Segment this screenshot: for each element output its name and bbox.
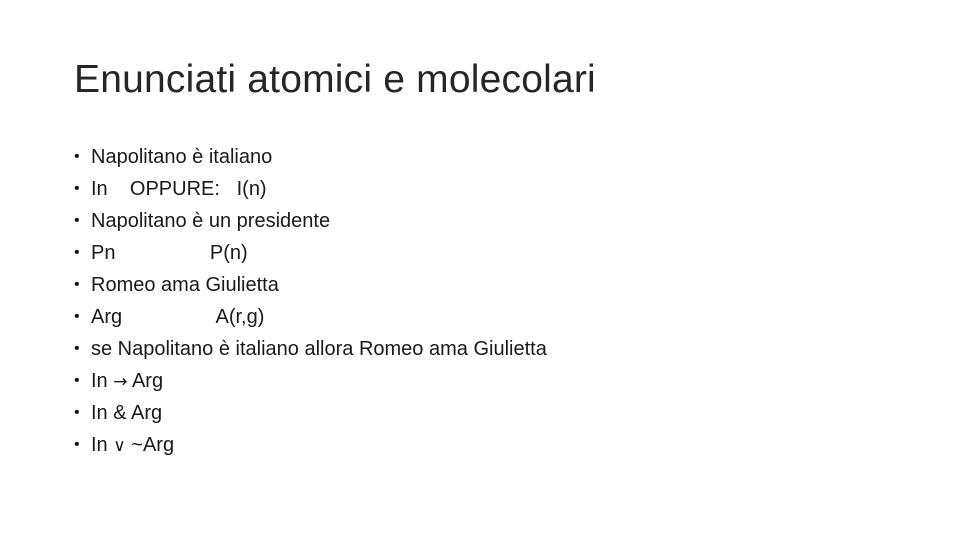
bullet-icon: •: [74, 244, 80, 261]
bullet-text: Napolitano è un presidente: [91, 210, 331, 232]
bullet-icon: •: [74, 308, 80, 325]
bullet-text: [91, 365, 163, 398]
implies-arrow-icon: →: [113, 371, 128, 392]
list-item: [74, 269, 547, 301]
bullet-list: [74, 141, 547, 461]
list-item: [74, 173, 547, 205]
bullet-text-post: Arg: [142, 433, 175, 456]
list-item: [74, 333, 547, 365]
bullet-icon: •: [74, 148, 80, 165]
bullet-text: se Napolitano è italiano allora Romeo ama Giulietta: [91, 338, 547, 360]
bullet-text-post: Arg: [127, 369, 164, 392]
bullet-icon: •: [74, 212, 80, 229]
list-item: [74, 141, 547, 173]
list-item: [74, 237, 547, 269]
list-item: [74, 205, 547, 237]
bullet-icon: •: [74, 436, 80, 453]
bullet-text: Arg A(r,g): [91, 306, 265, 328]
bullet-icon: •: [74, 340, 80, 357]
list-item: [74, 397, 547, 429]
bullet-text: Napolitano è italiano: [91, 146, 273, 168]
negation-symbol: ~: [125, 433, 143, 456]
bullet-text-pre: In: [91, 369, 114, 392]
list-item: [74, 301, 547, 333]
bullet-text: Pn P(n): [91, 242, 248, 264]
bullet-text: Romeo ama Giulietta: [91, 274, 279, 296]
bullet-text: [91, 429, 174, 462]
bullet-icon: •: [74, 276, 80, 293]
bullet-icon: •: [74, 372, 80, 389]
bullet-icon: •: [74, 404, 80, 421]
logical-or-icon: ∨: [113, 435, 126, 456]
bullet-text: In & Arg: [91, 402, 163, 424]
list-item: [74, 365, 547, 397]
bullet-icon: •: [74, 180, 80, 197]
bullet-text-pre: In: [91, 433, 114, 456]
list-item: [74, 429, 547, 461]
bullet-text: In OPPURE: I(n): [91, 178, 267, 200]
slide-title: Enunciati atomici e molecolari: [74, 58, 596, 101]
